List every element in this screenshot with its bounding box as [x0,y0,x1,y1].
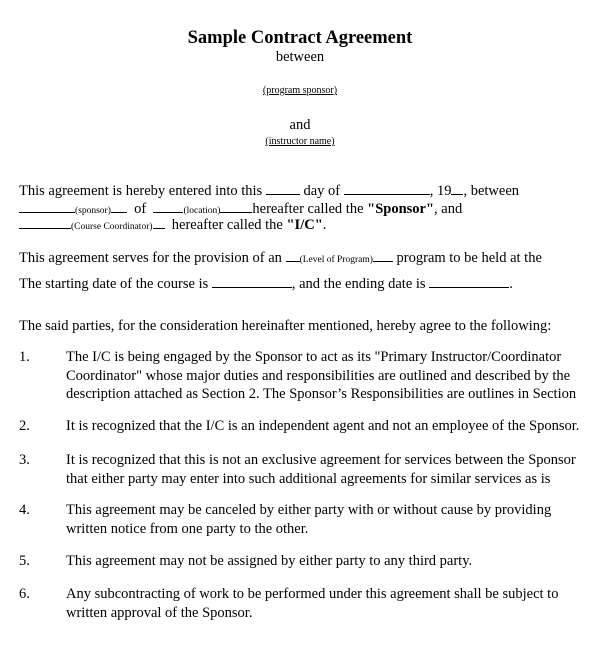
item-line: Any subcontracting of work to be performed under this agreement shall be subject to [66,586,559,602]
para1-line1 [19,182,519,200]
para1-text-d: , between [463,183,520,199]
of-text: of [134,201,147,217]
level-label: (Level of Program) [299,255,373,265]
para2-text-b: program to be held at the [396,250,542,266]
item-number: 4. [19,502,30,518]
para2-text-c: The starting date of the course is [19,276,209,292]
item-line: It is recognized that this is not an exclusive agreement for services between the Sponsor [66,452,576,468]
para2-text-d: , and the ending date is [291,276,426,292]
year-blank[interactable] [451,193,463,195]
list-item [66,451,590,488]
list-item [66,585,590,622]
para1-text-b: day of [303,183,341,199]
item-number: 1. [19,349,30,365]
end-date-blank[interactable] [429,286,509,288]
sponsor-blank[interactable] [19,211,75,213]
location-blank-tail [220,211,252,213]
location-label: (location) [183,206,221,216]
item-line: It is recognized that the I/C is an independent agent and not an employee of the Sponsor. [66,418,580,434]
sponsor-blank-tail [111,211,127,213]
sponsor-label: (sponsor) [75,206,111,216]
item-number: 5. [19,553,30,569]
list-item [66,501,590,538]
item-line: written approval of the Sponsor. [66,604,253,621]
list-item [66,552,590,571]
para3-text: The said parties, for the consideration hereinafter mentioned, hereby agree to the following: [19,318,552,334]
coord-label: (Course Coordinator) [71,222,153,232]
item-line: written notice from one party to the other. [66,520,309,537]
level-blank-lead[interactable] [286,260,300,262]
item-line: The I/C is being engaged by the Sponsor to act as its "Primary Instructor/Coordinator [66,349,562,365]
para1-end: . [322,217,327,233]
between-text: between [275,49,325,65]
month-blank[interactable] [344,193,430,195]
item-line: This agreement may be canceled by either party with or without cause by providing [66,502,552,518]
para1-text-c: , 19 [429,183,452,199]
list-item [66,348,590,404]
coord-blank-tail [153,227,165,229]
start-date-blank[interactable] [212,286,292,288]
hereafter-text-2: hereafter called the [171,217,283,233]
coord-blank[interactable] [19,227,71,229]
item-number: 3. [19,452,30,468]
and-comma: , and [434,201,463,217]
item-line: Coordinator" whose major duties and responsibilities are outlined and described by the [66,367,571,384]
sponsor-bold: "Sponsor" [367,201,435,217]
para2-text-e: . [509,276,513,292]
hereafter-text-1: hereafter called the [252,201,364,217]
level-blank-tail [373,260,393,262]
and-text: and [289,117,311,133]
para1-text-a: This agreement is hereby entered into this [19,183,263,199]
list-item [66,417,590,436]
item-number: 2. [19,418,30,434]
location-blank[interactable] [153,211,183,213]
para2-line2 [19,275,513,293]
day-blank[interactable] [266,193,300,195]
instructor-name-label: (instructor name) [265,136,335,147]
para2-text-a: This agreement serves for the provision of an [19,250,282,266]
para1-line3 [19,216,326,236]
document-title: Sample Contract Agreement [187,28,413,48]
ic-bold: "I/C" [286,217,323,233]
item-line: that either party may enter into such additional agreements for similar services as is [66,470,551,487]
item-line: description attached as Section 2. The Sponsor’s Responsibilities are outlines in Section [66,386,577,402]
item-line: This agreement may not be assigned by either party to any third party. [66,553,473,569]
program-sponsor-label: (program sponsor) [262,85,338,96]
para2-line1 [19,249,542,269]
item-number: 6. [19,586,30,602]
